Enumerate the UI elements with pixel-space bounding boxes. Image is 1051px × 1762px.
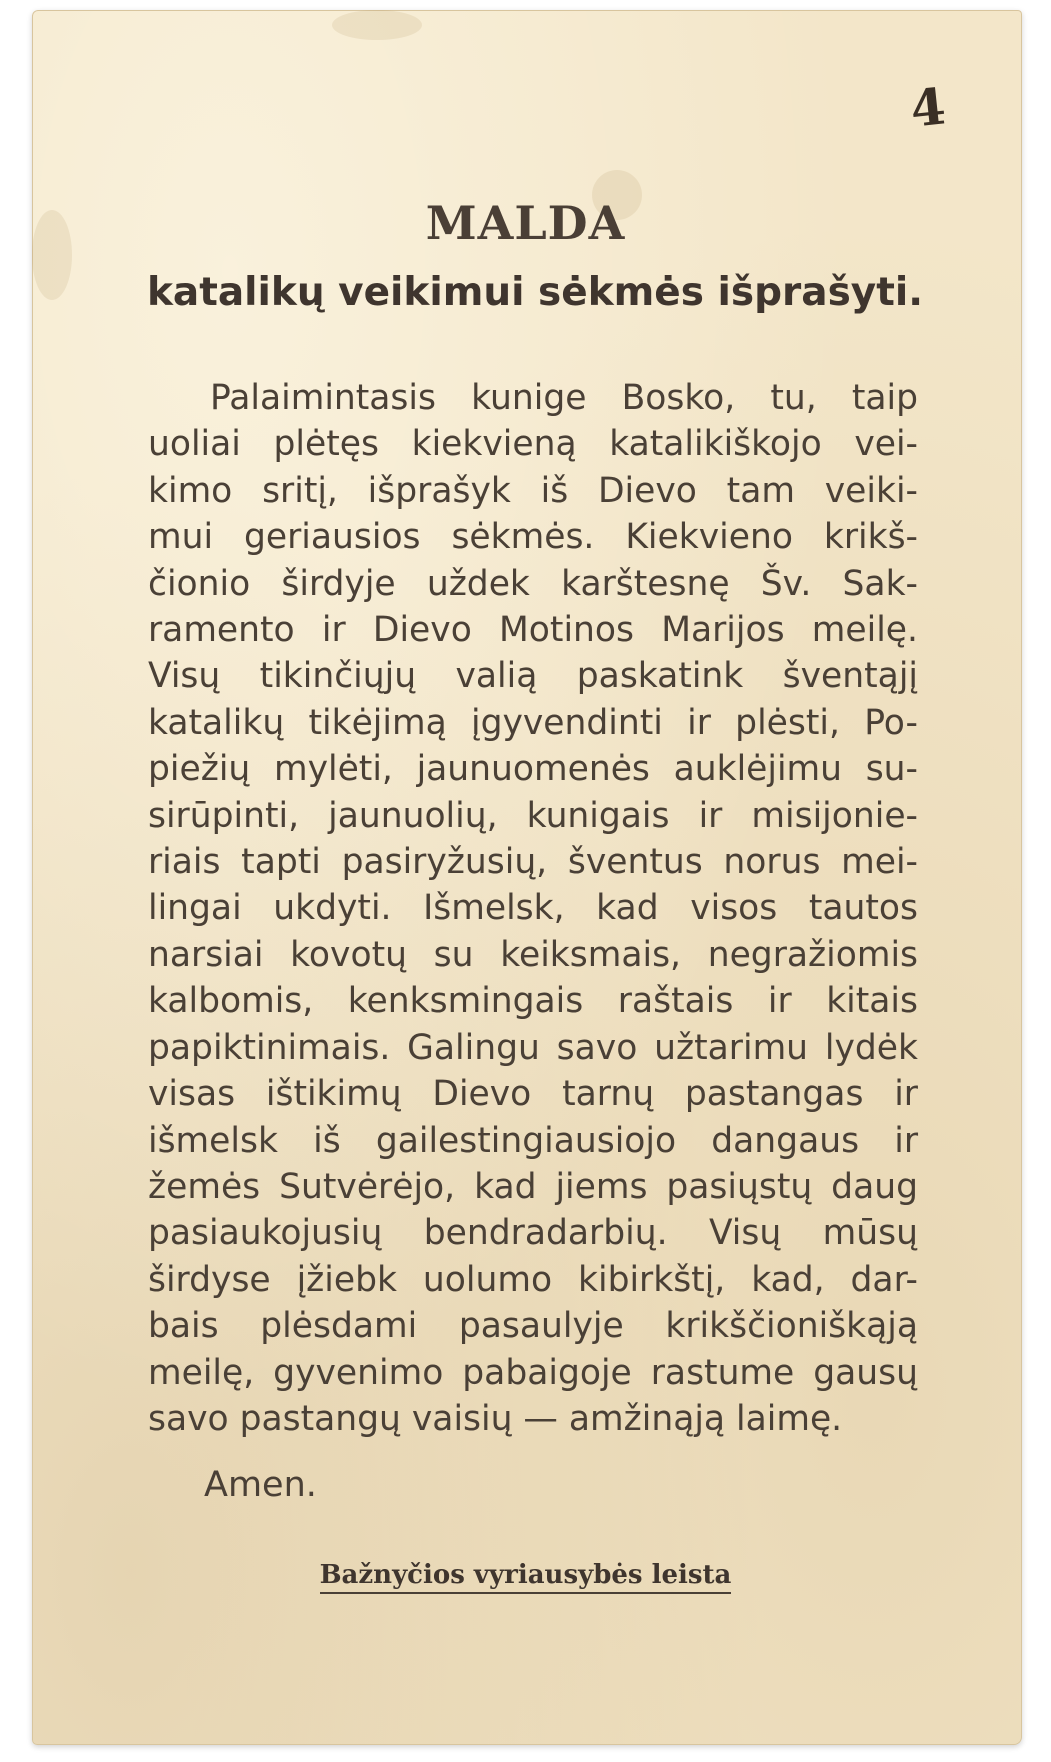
body-line: mui geriausios sėkmės. Kiekvieno krikš-	[148, 517, 918, 558]
body-line: riais tapti pasiryžusių, šventus norus mei-	[148, 842, 918, 883]
body-line: Visų tikinčiųjų valią paskatink šventąjį	[148, 656, 918, 697]
body-line: sirūpinti, jaunuolių, kunigais ir misijonie-	[148, 795, 918, 836]
body-line: čionio širdyje uždek karštesnę Šv. Sak-	[148, 563, 918, 604]
body-line: narsiai kovotų su keiksmais, negražiomis	[148, 934, 918, 975]
approval-note-text: Bažnyčios vyriausybės leista	[320, 1560, 732, 1594]
body-line: Palaimintasis kunige Bosko, tu, taip	[210, 378, 918, 418]
page-number: 4	[907, 76, 949, 139]
body-line: žemės Sutvėrėjo, kad jiems pasiųstų daug	[148, 1166, 918, 1207]
body-line: kimo sritį, išprašyk iš Dievo tam veiki-	[148, 470, 918, 511]
prayer-subtitle: katalikų veikimui sėkmės išprašyti.	[146, 270, 924, 315]
body-line: ramento ir Dievo Motinos Marijos meilę.	[148, 610, 918, 651]
body-line: išmelsk iš gailestingiausiojo dangaus ir	[148, 1120, 918, 1161]
body-line: katalikų tikėjimą įgyvendinti ir plėsti, Po-	[148, 702, 918, 743]
closing-amen: Amen.	[204, 1465, 317, 1505]
body-line: pasiaukojusių bendradarbių. Visų mūsų	[148, 1213, 918, 1254]
prayer-body	[148, 375, 918, 1442]
body-line: lingai ukdyti. Išmelsk, kad visos tautos	[148, 888, 918, 929]
body-line: savo pastangų vaisių — amžinąją laimę.	[148, 1398, 843, 1439]
body-line: širdyse įžiebk uolumo kibirkštį, kad, dar-	[148, 1259, 918, 1300]
prayer-title: MALDA	[425, 196, 626, 250]
body-line: papiktinimais. Galingu savo užtarimu lydėk	[148, 1027, 918, 1068]
body-line: bais plėsdami pasaulyje krikščioniškąją	[148, 1306, 918, 1347]
body-line: visas ištikimų Dievo tarnų pastangas ir	[148, 1074, 918, 1115]
body-line: meilę, gyvenimo pabaigoje rastume gausų	[148, 1352, 918, 1393]
approval-note	[0, 1560, 1051, 1590]
paper-stain	[332, 10, 422, 40]
body-line: uoliai plėtęs kiekvieną katalikiškojo vei-	[148, 424, 918, 465]
body-line: kalbomis, kenksmingais raštais ir kitais	[148, 981, 918, 1022]
body-line: piežių mylėti, jaunuomenės auklėjimu su-	[148, 749, 918, 790]
